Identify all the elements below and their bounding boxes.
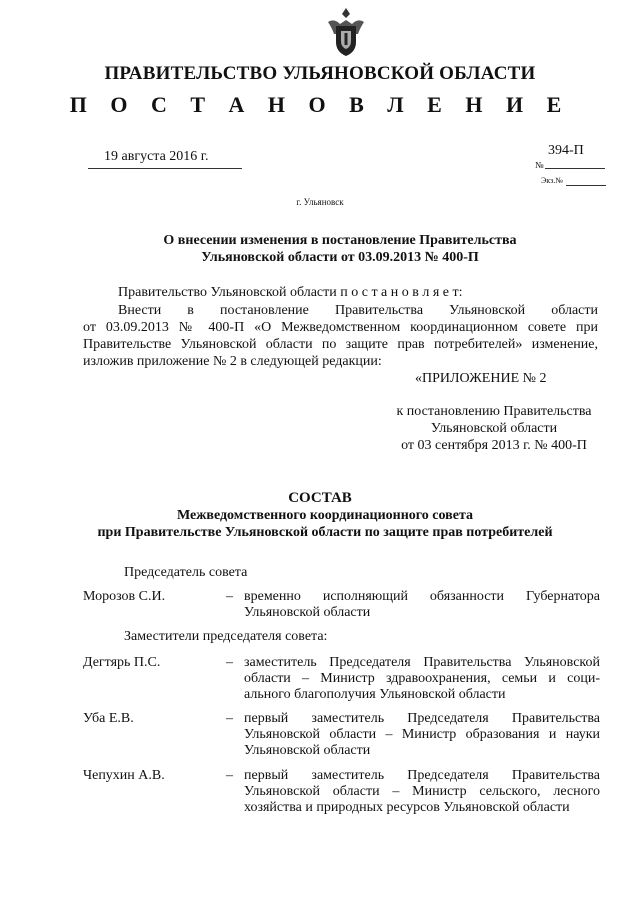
annex-line: Ульяновской области	[430, 421, 558, 436]
subtitle-line: при Правительстве Ульяновской области по защите прав потребителей	[97, 524, 553, 540]
body-line: от 03.09.2013 № 400-П «О Межведомственном координационном совете при	[83, 320, 598, 335]
position-line: первый заместитель Председателя Правительства	[244, 768, 600, 783]
position-line: хозяйства и природных ресурсов Ульяновской области	[244, 800, 570, 815]
coat-of-arms-icon	[324, 6, 368, 58]
document-subject	[100, 232, 580, 266]
position-line: Ульяновской области	[244, 743, 371, 758]
document-type: П О С Т А Н О В Л Е Н И Е	[69, 92, 571, 117]
chair-label: Председатель совета	[124, 565, 248, 580]
member-name: Чепухин А.В.	[83, 768, 165, 783]
body-line: изложив приложение № 2 в следующей редакции:	[83, 354, 382, 369]
composition-subtitle	[60, 508, 590, 541]
member-dash: –	[226, 711, 233, 726]
document-date: 19 августа 2016 г.	[104, 149, 209, 164]
member-position	[244, 711, 600, 759]
deputies-label: Заместители председателя совета:	[124, 629, 328, 644]
body-line: Правительстве Ульяновской области по защите прав потребителей» изменение,	[83, 337, 598, 352]
position-line: ального благополучия Ульяновской области	[244, 687, 506, 702]
annex-reference	[380, 403, 608, 454]
position-line: временно исполняющий обязанности Губернатора	[244, 589, 600, 604]
subtitle-line: Межведомственного координационного совета	[176, 508, 473, 523]
subject-line: О внесении изменения в постановление Правительства	[163, 233, 517, 248]
number-sign: №	[535, 160, 544, 170]
annex-title: «ПРИЛОЖЕНИЕ № 2	[415, 371, 547, 386]
document-number: 394-П	[548, 143, 584, 158]
government-title: ПРАВИТЕЛЬСТВО УЛЬЯНОВСКОЙ ОБЛАСТИ	[104, 63, 536, 84]
member-dash: –	[226, 655, 233, 670]
number-underline	[545, 168, 605, 169]
member-dash: –	[226, 768, 233, 783]
date-underline	[88, 168, 242, 169]
decree-line: Правительство Ульяновской области п о с т а н о в л я е т:	[118, 285, 463, 300]
member-name: Дегтярь П.С.	[83, 655, 161, 670]
city: г. Ульяновск	[296, 197, 344, 207]
position-line: Ульяновской области	[244, 605, 371, 620]
body-line: Внести в постановление Правительства Ульяновской области	[118, 303, 598, 318]
position-line: первый заместитель Председателя Правительства	[244, 711, 600, 726]
position-line: Ульяновской области – Министр сельского, лесного	[244, 784, 600, 799]
composition-title: СОСТАВ	[288, 490, 352, 506]
member-position	[244, 768, 600, 816]
position-line: области – Министр здравоохранения, семьи и соци-	[244, 671, 600, 686]
member-name: Уба Е.В.	[83, 711, 134, 726]
copy-label: Экз.№	[541, 176, 563, 185]
member-position	[244, 589, 600, 621]
member-position	[244, 655, 600, 703]
position-line: заместитель Председателя Правительства Ульяновской	[244, 655, 600, 670]
annex-line: от 03 сентября 2013 г. № 400-П	[401, 438, 587, 453]
member-dash: –	[226, 589, 233, 604]
copy-underline	[566, 185, 606, 186]
member-name: Морозов С.И.	[83, 589, 166, 604]
annex-line: к постановлению Правительства	[396, 404, 592, 419]
position-line: Ульяновской области – Министр образования и науки	[244, 727, 600, 742]
subject-line: Ульяновской области от 03.09.2013 № 400-П	[201, 250, 479, 265]
